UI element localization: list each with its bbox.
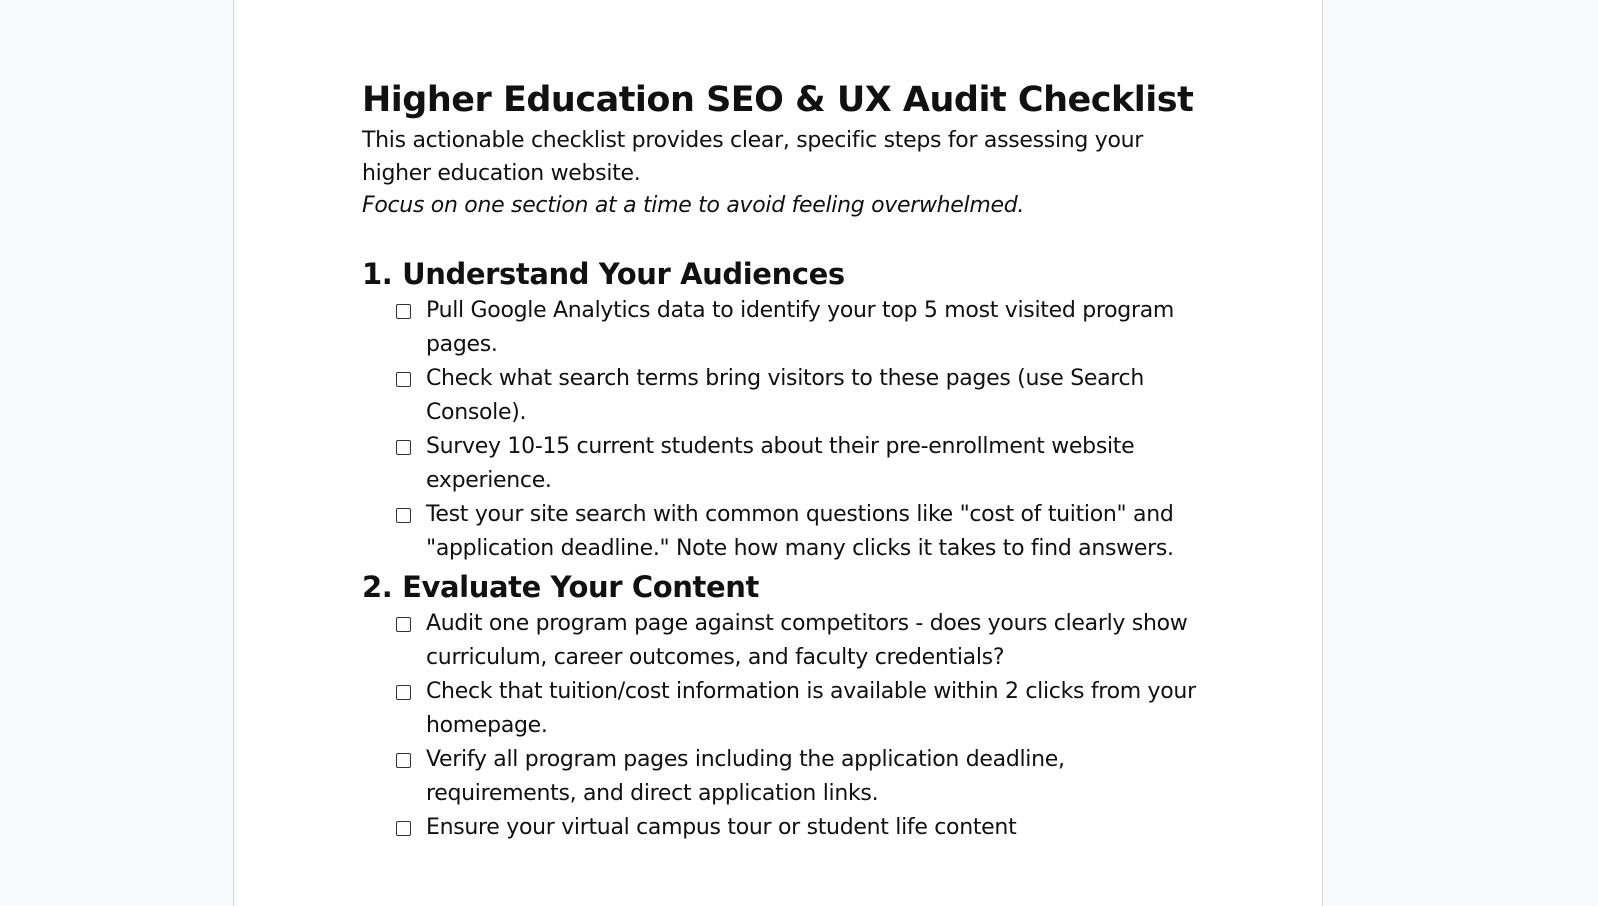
checklist-item <box>396 743 1202 811</box>
empty-checkbox-icon[interactable] <box>396 508 411 523</box>
checklist-item <box>396 430 1202 498</box>
section-heading-audiences: 1. Understand Your Audiences <box>362 257 845 291</box>
checklist-item <box>396 811 1202 845</box>
empty-checkbox-icon[interactable] <box>396 821 411 836</box>
checklist-item-text: Verify all program pages including the application deadline, requirements, and direct application links. <box>426 747 1065 806</box>
checklist-item-text: Test your site search with common questions like "cost of tuition" and "application deadline." Note how many clicks it takes to find answers. <box>426 502 1174 561</box>
empty-checkbox-icon[interactable] <box>396 304 411 319</box>
checklist-audiences <box>362 294 1202 566</box>
checklist-item <box>396 362 1202 430</box>
empty-checkbox-icon[interactable] <box>396 440 411 455</box>
checklist-content <box>362 607 1202 845</box>
document-page <box>233 0 1323 906</box>
checklist-item-text: Check what search terms bring visitors to these pages (use Search Console). <box>426 366 1144 425</box>
document-title: Higher Education SEO & UX Audit Checklist <box>362 80 1194 120</box>
checklist-item <box>396 607 1202 675</box>
empty-checkbox-icon[interactable] <box>396 685 411 700</box>
section-heading-content: 2. Evaluate Your Content <box>362 570 759 604</box>
checklist-item <box>396 675 1202 743</box>
checklist-item <box>396 294 1202 362</box>
empty-checkbox-icon[interactable] <box>396 372 411 387</box>
italic-note: Focus on one section at a time to avoid feeling overwhelmed. <box>362 193 1025 218</box>
checklist-item-text: Check that tuition/cost information is available within 2 clicks from your homepage. <box>426 679 1196 738</box>
checklist-item-text: Ensure your virtual campus tour or student life content <box>426 815 1017 840</box>
checklist-item <box>396 498 1202 566</box>
intro-paragraph: This actionable checklist provides clear, specific steps for assessing your higher education website. <box>362 128 1144 186</box>
checklist-item-text: Audit one program page against competitors - does yours clearly show curriculum, career outcomes, and faculty credentials? <box>426 611 1188 670</box>
checklist-item-text: Survey 10-15 current students about their pre-enrollment website experience. <box>426 434 1135 493</box>
document-content <box>362 76 1202 845</box>
empty-checkbox-icon[interactable] <box>396 617 411 632</box>
checklist-item-text: Pull Google Analytics data to identify your top 5 most visited program pages. <box>426 298 1175 357</box>
empty-checkbox-icon[interactable] <box>396 753 411 768</box>
